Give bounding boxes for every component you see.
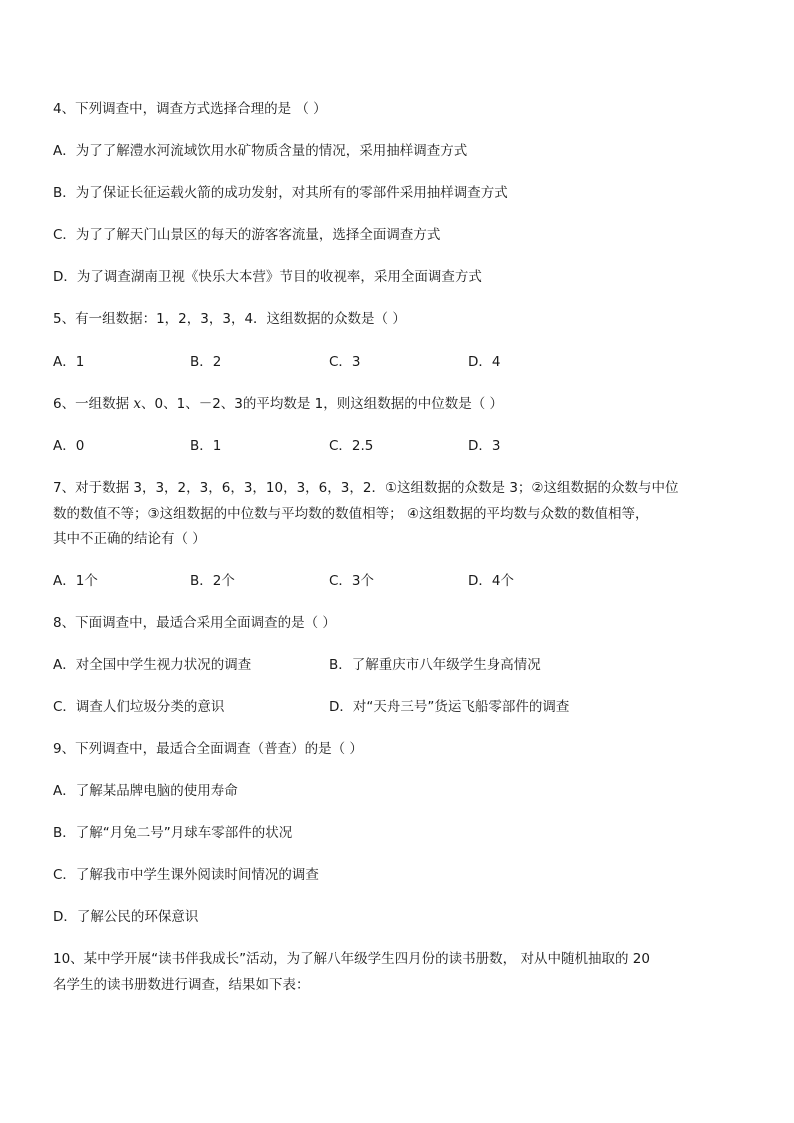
question-4-stem: 4、下列调查中，调查方式选择合理的是 （ ） (53, 101, 327, 117)
question-8-option-c: C．调查人们垃圾分类的意识 (53, 699, 225, 715)
question-9-stem: 9、下列调查中，最适合全面调查（普查）的是（ ） (53, 741, 363, 757)
question-7-option-c: C．3个 (329, 573, 375, 589)
question-9-option-b: B．了解“月兔二号”月球车零部件的状况 (53, 825, 293, 841)
question-6-stem-after: 、0、1、－2、3的平均数是 1，则这组数据的中位数是（ ） (141, 396, 504, 412)
question-6-stem-before: 6、一组数据 (53, 396, 134, 412)
question-5-option-a: A．1 (53, 354, 85, 370)
question-9-option-a: A．了解某品牌电脑的使用寿命 (53, 783, 238, 799)
question-8-option-b: B．了解重庆市八年级学生身高情况 (329, 657, 541, 673)
question-8-option-a: A．对全国中学生视力状况的调查 (53, 657, 252, 673)
question-5-option-d: D．4 (468, 354, 501, 370)
question-4-option-c: C．为了了解天门山景区的每天的游客客流量，选择全面调查方式 (53, 227, 441, 243)
question-9-option-c: C．了解我市中学生课外阅读时间情况的调查 (53, 867, 319, 883)
question-7-line-2: 数的数值不等；③这组数据的中位数与平均数的数值相等； ④这组数据的平均数与众数的数值相等， (53, 506, 649, 522)
question-8-stem: 8、下面调查中，最适合采用全面调查的是（ ） (53, 615, 336, 631)
question-10-line-1: 10、某中学开展“读书伴我成长”活动，为了解八年级学生四月份的读书册数， 对从中随机抽取的 20 (53, 951, 650, 967)
question-7-line-3: 其中不正确的结论有（ ） (53, 531, 206, 547)
question-4-option-a: A．为了了解澧水河流域饮用水矿物质含量的情况，采用抽样调查方式 (53, 143, 468, 159)
question-6-stem (53, 395, 503, 413)
question-6-option-d: D．3 (468, 438, 501, 454)
question-10-line-2: 名学生的读书册数进行调查，结果如下表： (53, 977, 310, 993)
question-5-stem: 5、有一组数据：1，2，3，3，4．这组数据的众数是（ ） (53, 311, 406, 327)
question-8-option-d: D．对“天舟三号”货运飞船零部件的调查 (329, 699, 570, 715)
question-6-option-c: C．2.5 (329, 438, 374, 454)
question-7-line-1: 7、对于数据 3，3，2，3，6，3，10，3，6，3，2．①这组数据的众数是 3；②这组数据的众数与中位 (53, 480, 679, 496)
question-4-option-d: D．为了调查湖南卫视《快乐大本营》节目的收视率，采用全面调查方式 (53, 269, 482, 285)
question-6-option-b: B．1 (190, 438, 222, 454)
question-6-option-a: A．0 (53, 438, 85, 454)
question-4-option-b: B．为了保证长征运载火箭的成功发射，对其所有的零部件采用抽样调查方式 (53, 185, 508, 201)
question-7-option-a: A．1个 (53, 573, 98, 589)
question-5-option-c: C．3 (329, 354, 361, 370)
question-5-option-b: B．2 (190, 354, 222, 370)
question-7-option-b: B．2个 (190, 573, 235, 589)
question-6-variable: x (133, 396, 142, 412)
question-9-option-d: D．了解公民的环保意识 (53, 909, 199, 925)
question-7-option-d: D．4个 (468, 573, 514, 589)
